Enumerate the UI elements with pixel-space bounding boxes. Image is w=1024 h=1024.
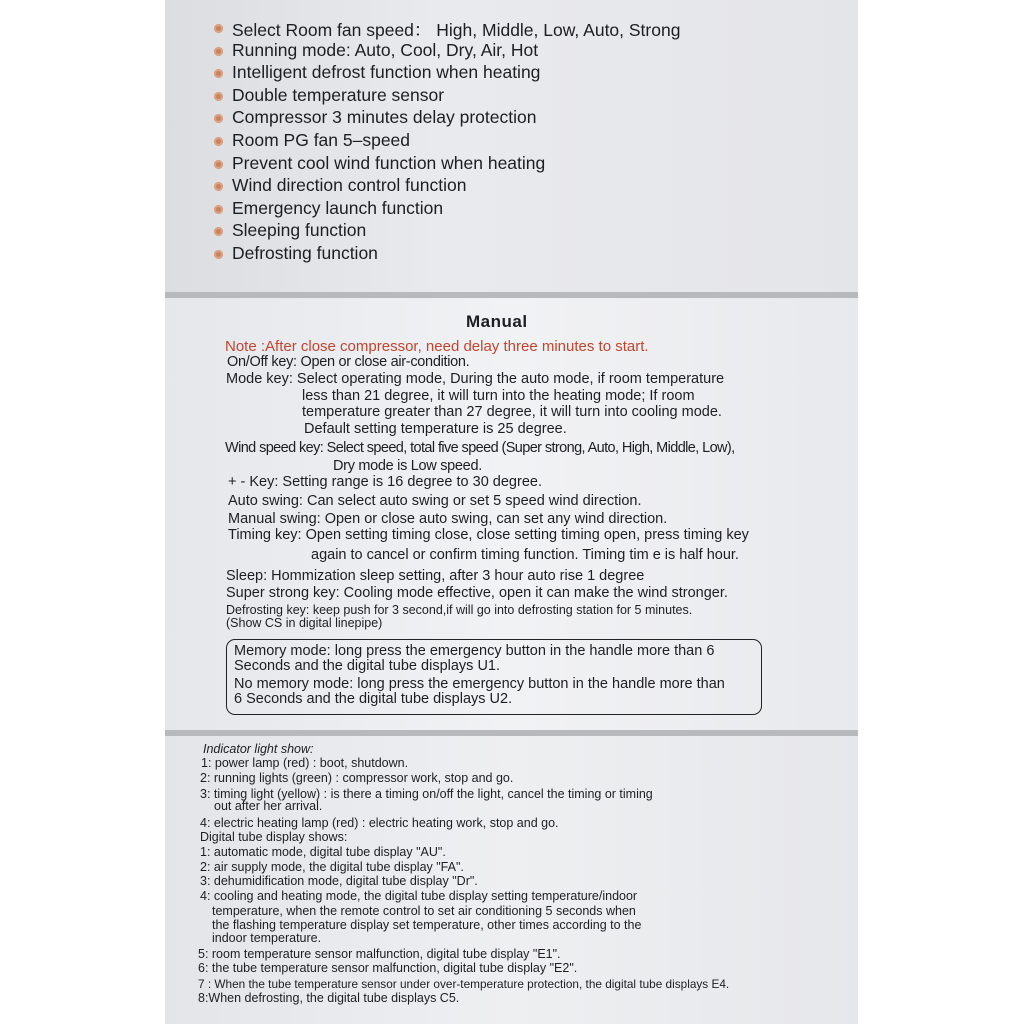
bullet-icon	[214, 47, 223, 56]
manual-line: Timing key: Open setting timing close, close setting timing open, press timing key	[228, 527, 749, 543]
indicator-line: 2: running lights (green) : compressor work, stop and go.	[200, 771, 514, 785]
indicator-line: 4: electric heating lamp (red) : electric heating work, stop and go.	[200, 816, 559, 830]
manual-line: Mode key: Select operating mode, During the auto mode, if room temperature	[226, 371, 725, 387]
indicator-line: 6: the tube temperature sensor malfunction, digital tube display "E2".	[198, 961, 578, 975]
bullet-icon	[214, 205, 223, 214]
indicator-line: 5: room temperature sensor malfunction, digital tube display "E1".	[198, 947, 561, 961]
manual-line: + - Key: Setting range is 16 degree to 30 degree.	[228, 474, 542, 490]
manual-line: Wind speed key: Select speed, total five speed (Super strong, Auto, High, Middle, Low),	[225, 440, 735, 456]
indicator-line: 3: dehumidification mode, digital tube display "Dr".	[200, 874, 478, 888]
bullet-icon	[214, 160, 223, 169]
manual-line: On/Off key: Open or close air-condition.	[227, 354, 470, 370]
indicator-line: 1: power lamp (red) : boot, shutdown.	[201, 756, 409, 770]
feature-item: Compressor 3 minutes delay protection	[232, 107, 537, 128]
feature-item: Sleeping function	[232, 220, 367, 241]
memory-mode-line: Seconds and the digital tube displays U1.	[234, 658, 501, 674]
feature-item: Defrosting function	[232, 243, 378, 263]
manual-title: Manual	[466, 312, 528, 331]
bullet-icon	[214, 24, 223, 33]
manual-line: less than 21 degree, it will turn into the heating mode; If room	[302, 388, 695, 404]
manual-line: Manual swing: Open or close auto swing, can set any wind direction.	[228, 511, 668, 527]
feature-item: Prevent cool wind function when heating	[232, 152, 546, 173]
feature-item: Wind direction control function	[232, 175, 467, 196]
feature-item: Double temperature sensor	[232, 84, 445, 105]
feature-item: Emergency launch function	[232, 197, 444, 218]
manual-line: Super strong key: Cooling mode effective, open it can make the wind stronger.	[226, 585, 728, 601]
indicator-line: Indicator light show:	[203, 742, 314, 756]
indicator-line: 3: timing light (yellow) : is there a timing on/off the light, cancel the timing or timing	[200, 787, 653, 801]
indicator-line: Digital tube display shows:	[200, 830, 348, 844]
bullet-icon	[214, 250, 223, 259]
manual-line: Default setting temperature is 25 degree.	[304, 421, 567, 437]
feature-item: Running mode: Auto, Cool, Dry, Air, Hot	[232, 39, 539, 60]
memory-mode-line: No memory mode: long press the emergency button in the handle more than	[234, 676, 725, 692]
indicator-line: out after her arrival.	[214, 799, 323, 813]
manual-line: Auto swing: Can select auto swing or set 5 speed wind direction.	[228, 493, 642, 509]
indicator-line: 8:When defrosting, the digital tube displays C5.	[198, 991, 460, 1005]
feature-item: Intelligent defrost function when heating	[232, 62, 541, 83]
indicator-line: 4: cooling and heating mode, the digital tube display setting temperature/indoor	[200, 889, 638, 903]
manual-note: Note :After close compressor, need delay three minutes to start.	[225, 338, 649, 355]
memory-mode-line: Memory mode: long press the emergency button in the handle more than 6	[234, 643, 715, 659]
indicator-line: indoor temperature.	[212, 931, 322, 945]
indicator-line: temperature, when the remote control to set air conditioning 5 seconds when	[212, 904, 636, 918]
manual-line: (Show CS in digital linepipe)	[226, 616, 383, 630]
bullet-icon	[214, 137, 223, 146]
indicator-line: 1: automatic mode, digital tube display "AU".	[200, 845, 446, 859]
feature-item: Room PG fan 5–speed	[232, 130, 411, 150]
memory-mode-line: 6 Seconds and the digital tube displays U2.	[234, 691, 513, 707]
manual-line: Defrosting key: keep push for 3 second,if will go into defrosting station for 5 minutes.	[226, 603, 693, 617]
indicator-line: the flashing temperature display set temperature, other times according to the	[212, 918, 642, 932]
indicator-line: 2: air supply mode, the digital tube display "FA".	[200, 860, 464, 874]
bullet-icon	[214, 92, 223, 101]
feature-item: Select Room fan speed： High, Middle, Low, Auto, Strong	[232, 20, 681, 40]
manual-line: temperature greater than 27 degree, it will turn into cooling mode.	[302, 404, 722, 420]
indicator-line: 7 : When the tube temperature sensor under over-temperature protection, the digital tube displays E4.	[198, 977, 730, 991]
manual-line: again to cancel or confirm timing function. Timing tim e is half hour.	[311, 547, 739, 563]
manual-line: Sleep: Hommization sleep setting, after 3 hour auto rise 1 degree	[226, 568, 645, 584]
manual-line: Dry mode is Low speed.	[333, 458, 482, 474]
